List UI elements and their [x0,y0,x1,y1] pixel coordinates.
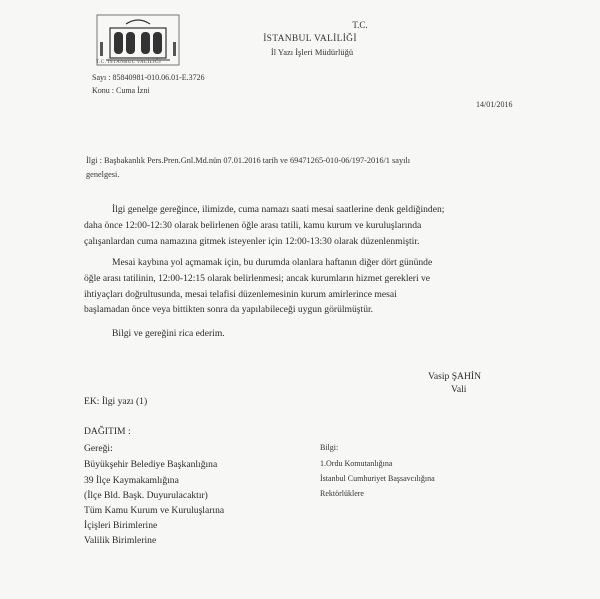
list-item: İstanbul Cumhuriyet Başsavcılığına [320,474,435,483]
paragraph-2-line: başlamadan önce veya bittikten sonra da yapılabileceği uygun görülmüştür. [84,304,374,315]
signature-title: Vali [451,384,467,395]
distribution-info-label: Bilgi: [320,443,339,452]
closing-sentence: Bilgi ve gereğini rica ederim. [112,328,225,339]
paragraph-1-line: İlgi genelge gereğince, ilimizde, cuma namazı saati mesai saatlerine denk geldiğinden; [112,204,445,215]
list-item: (İlçe Bld. Başk. Duyurulacaktır) [84,490,208,501]
header-tc: T.C. [352,20,368,30]
list-item: Valilik Birimlerine [84,535,157,546]
distribution-action-label: Gereği: [84,443,113,454]
distribution-title: DAĞITIM : [84,426,131,437]
header-department: İl Yazı İşleri Müdürlüğü [270,47,354,57]
list-item: Büyükşehir Belediye Başkanlığına [84,459,218,470]
document-number: Sayı : 85840981-010.06.01-E.3726 [92,73,205,82]
paragraph-1-line: daha önce 12:00-12:30 olarak belirlenen öğle arası tatili, kamu kurum ve kuruluşlarında [84,220,422,231]
list-item: 1.Ordu Komutanlığına [320,459,393,468]
paragraph-2-line: ihtiyaçları doğrultusunda, mesai telafisi düzenlemesinin kurum amirlerince mesai [84,289,397,300]
paragraph-2-line: öğle arası tatilinin, 12:00-12:15 olarak belirlenmesi; ancak kurumların hizmet gerekleri ve [84,273,431,284]
valilik-building-logo [96,14,180,66]
paragraph-2-line: Mesai kaybına yol açmamak için, bu durumda olanlara haftanın diğer dört gününde [112,257,433,268]
list-item: Rektörlüklere [320,489,364,498]
list-item: Tüm Kamu Kurum ve Kuruluşlarına [84,505,225,516]
list-item: İçişleri Birimlerine [84,520,158,531]
header-office: İSTANBUL VALİLİĞİ [263,34,357,44]
list-item: 39 İlçe Kaymakamlığına [84,475,179,486]
document-subject: Konu : Cuma İzni [92,86,150,95]
reference-line-2: genelgesi. [86,170,120,179]
attachment-note: EK: İlgi yazı (1) [84,396,148,407]
reference-line-1: İlgi : Başbakanlık Pers.Pren.Gnl.Md.nün 07.01.2016 tarih ve 69471265-010-06/197-2016/1 sayılı [86,156,411,165]
document-date: 14/01/2016 [476,100,513,109]
logo-caption: T.C. İSTANBUL VALİLİĞİ [96,60,162,65]
paragraph-1-line: çalışanlardan cuma namazına gitmek isteyenler için 12:00-13:30 olarak düzenlenmiştir. [84,236,420,247]
signature-name: Vasip ŞAHİN [428,371,482,382]
